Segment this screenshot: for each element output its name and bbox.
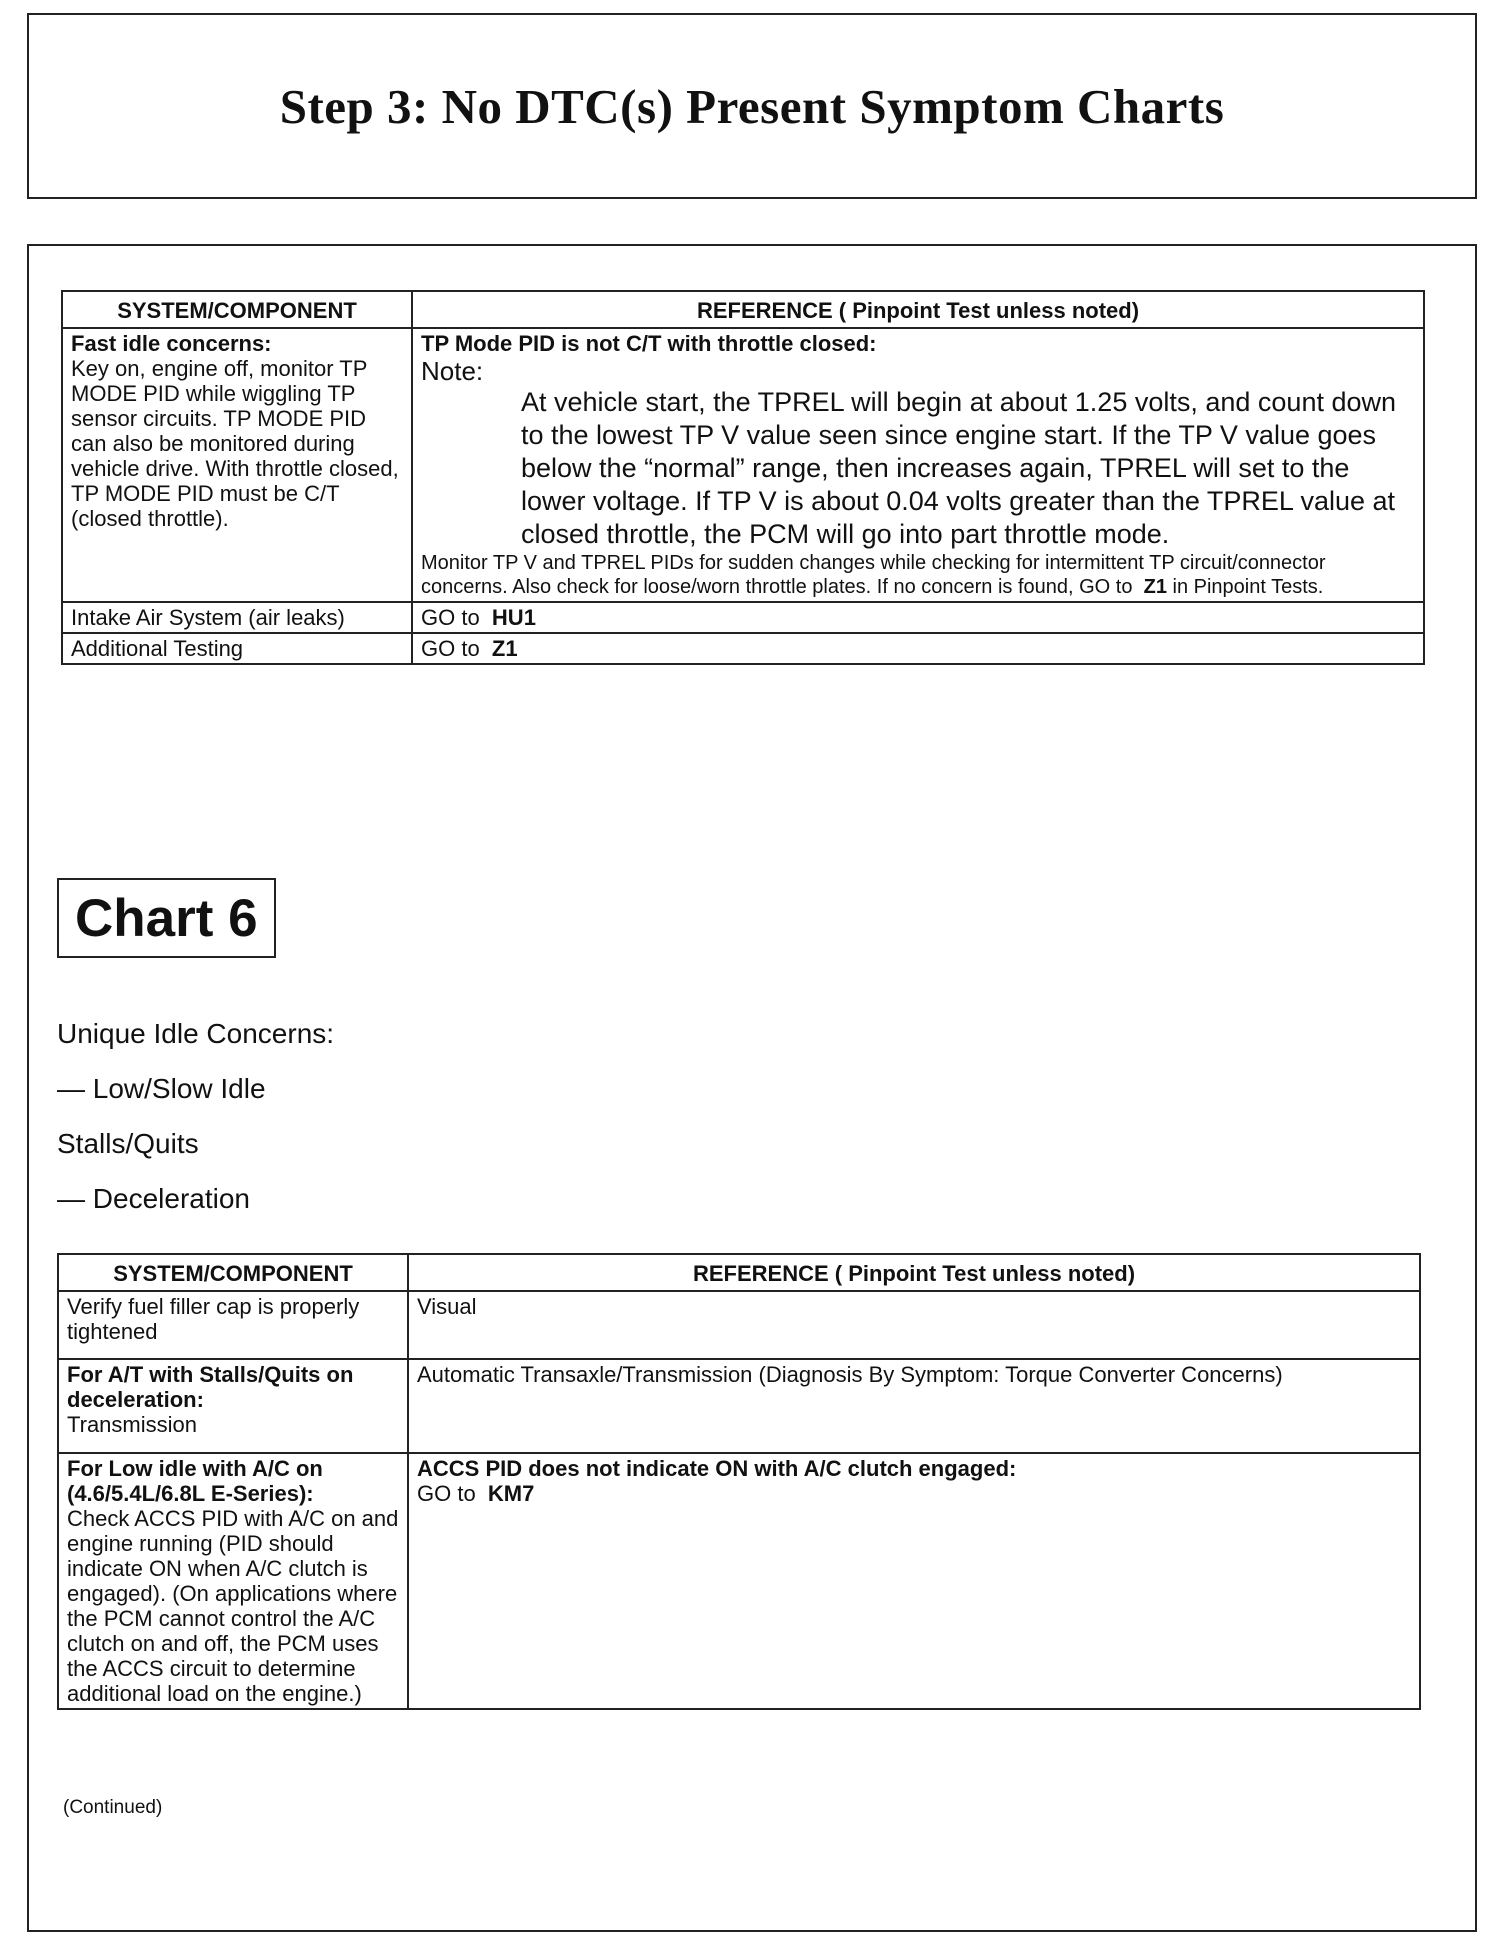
note-body: At vehicle start, the TPREL will begin at about 1.25 volts, and count down to the lowest TP V value seen since engine start. If the TP V value goes below the “normal” range, then increases again, TPREL will set to the lower voltage. If TP V is about 0.04 volts greater than the TPREL value at closed throttle, the PCM will go into part throttle mode. <box>521 387 1397 549</box>
reference-cell: Automatic Transaxle/Transmission (Diagnosis By Symptom: Torque Converter Concerns) <box>408 1359 1420 1453</box>
table-header-row <box>58 1254 1420 1291</box>
note-label: Note: <box>421 356 484 386</box>
table-header-row <box>62 291 1424 328</box>
concern-heading: Unique Idle Concerns: <box>57 1018 335 1049</box>
reference-cell: Visual <box>408 1291 1420 1359</box>
table-row <box>62 328 1424 602</box>
table-row <box>58 1359 1420 1453</box>
table-row <box>62 633 1424 664</box>
pinpoint-code: HU1 <box>491 605 536 630</box>
table-row <box>58 1291 1420 1359</box>
table-row <box>62 602 1424 633</box>
reference-text: Monitor TP V and TPREL PIDs for sudden changes while checking for intermittent TP circuit/connector concerns. Also check for loose/worn throttle plates. If no concern is found, GO to <box>421 552 1326 598</box>
system-description: Check ACCS PID with A/C on and engine running (PID should indicate ON when A/C clutch is engaged). (On applications where the PCM cannot control the A/C clutch on and off, the PCM uses the ACCS circuit to determine additional load on the engine.) <box>67 1506 399 1706</box>
goto-text: GO to <box>417 1481 476 1506</box>
system-cell: Intake Air System (air leaks) <box>62 602 412 633</box>
system-description: Transmission <box>67 1412 197 1437</box>
reference-cell <box>408 1453 1420 1709</box>
system-cell: Verify fuel filler cap is properly tightened <box>58 1291 408 1359</box>
title-box <box>27 13 1477 199</box>
reference-cell <box>412 633 1424 664</box>
continued-note: (Continued) <box>63 1797 163 1818</box>
reference-title: TP Mode PID is not C/T with throttle closed: <box>421 331 877 356</box>
content-box <box>27 244 1477 1932</box>
system-title: Fast idle concerns: <box>71 331 272 356</box>
concern-item: — Low/Slow Idle <box>57 1073 266 1104</box>
col-header-system: SYSTEM/COMPONENT <box>62 291 412 328</box>
system-description: Key on, engine off, monitor TP MODE PID while wiggling TP sensor circuits. TP MODE PID can also be monitored during vehicle drive. With throttle closed, TP MODE PID must be C/T (closed throttle). <box>71 356 399 531</box>
system-title: For A/T with Stalls/Quits on deceleration: <box>67 1362 354 1412</box>
symptom-table-2 <box>57 1253 1421 1710</box>
goto-text: GO to <box>421 605 480 630</box>
goto-text: GO to <box>421 636 480 661</box>
concern-item: — Deceleration <box>57 1183 250 1214</box>
pinpoint-code: KM7 <box>487 1481 535 1506</box>
reference-cell <box>412 328 1424 602</box>
chart-label: Chart 6 <box>57 878 276 958</box>
system-title: For Low idle with A/C on (4.6/5.4L/6.8L E-Series): <box>67 1456 323 1506</box>
col-header-reference: REFERENCE ( Pinpoint Test unless noted) <box>408 1254 1420 1291</box>
pinpoint-code: Z1 <box>491 636 518 661</box>
reference-body <box>417 1481 1411 1506</box>
page-title: Step 3: No DTC(s) Present Symptom Charts <box>279 78 1225 134</box>
col-header-system: SYSTEM/COMPONENT <box>58 1254 408 1291</box>
pinpoint-code: Z1 <box>1143 576 1167 598</box>
concern-item: Stalls/Quits <box>57 1128 199 1159</box>
col-header-reference: REFERENCE ( Pinpoint Test unless noted) <box>412 291 1424 328</box>
symptom-table-1 <box>61 290 1425 665</box>
system-cell <box>58 1453 408 1709</box>
table-row <box>58 1453 1420 1709</box>
reference-body <box>421 551 1415 599</box>
reference-cell <box>412 602 1424 633</box>
reference-title: ACCS PID does not indicate ON with A/C clutch engaged: <box>417 1456 1017 1481</box>
system-cell <box>58 1359 408 1453</box>
system-cell: Additional Testing <box>62 633 412 664</box>
system-cell <box>62 328 412 602</box>
reference-suffix: in Pinpoint Tests. <box>1172 576 1324 598</box>
